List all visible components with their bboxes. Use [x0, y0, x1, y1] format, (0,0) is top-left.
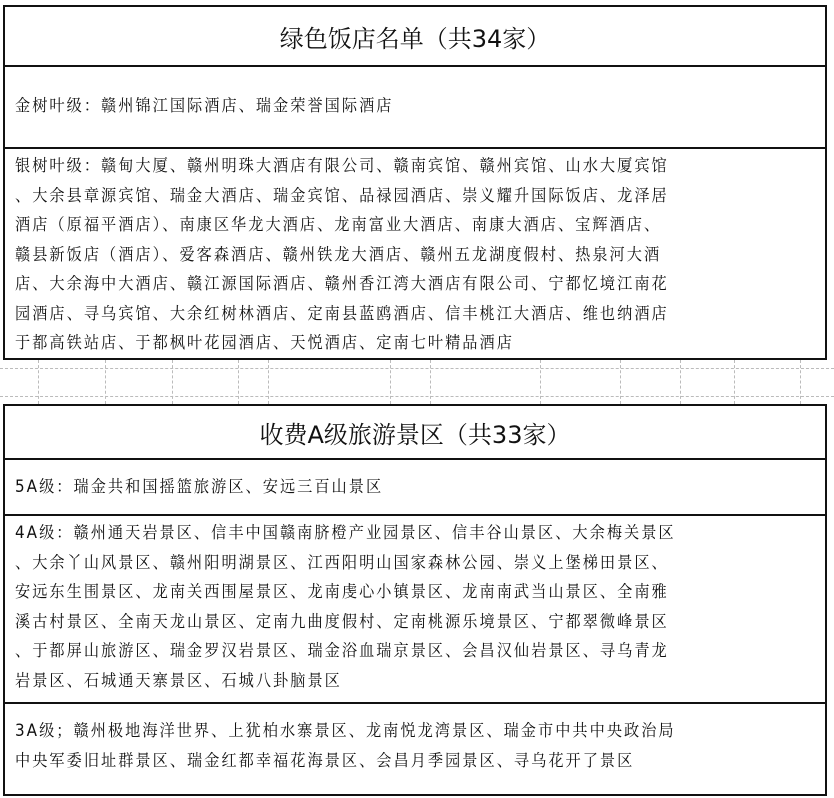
4a-line: 、大余丫山风景区、赣州阳明湖景区、江西阳明山国家森林公园、崇义上堡梯田景区、	[15, 552, 669, 572]
4a-line: 、于都屏山旅游区、瑞金罗汉岩景区、瑞金浴血瑞京景区、会昌汉仙岩景区、寻乌青龙	[15, 641, 669, 660]
4a-line: 4A级：赣州通天岩景区、信丰中国赣南脐橙产业园景区、信丰谷山景区、大余梅关景区	[15, 523, 676, 542]
scenic-areas-table	[3, 404, 827, 796]
5a-line: 5A级：瑞金共和国摇篮旅游区、安远三百山景区	[15, 477, 384, 496]
silver-line: 店、大余海中大酒店、赣江源国际酒店、赣州香江湾大酒店有限公司、宁都忆境江南花	[15, 274, 669, 293]
silver-leaf-row	[5, 147, 825, 358]
3a-row	[5, 702, 825, 775]
green-hotels-table	[3, 5, 827, 360]
silver-line: 赣县新饭店（酒店）、爱客森酒店、赣州铁龙大酒店、赣州五龙湖度假村、热泉河大酒	[15, 244, 662, 264]
silver-line: 园酒店、寻乌宾馆、大余红树林酒店、定南县蓝鸥酒店、信丰桃江大酒店、维也纳酒店	[15, 303, 669, 323]
hotels-title: 绿色饭店名单（共34家）	[279, 24, 551, 53]
silver-line: 、大余县章源宾馆、瑞金大酒店、瑞金宾馆、品禄园酒店、崇义耀升国际饭店、龙泽居	[15, 185, 669, 205]
3a-line: 中央军委旧址群景区、瑞金红都幸福花海景区、会昌月季园景区、寻乌花开了景区	[15, 750, 635, 770]
gold-line: 金树叶级：赣州锦江国际酒店、瑞金荣誉国际酒店	[15, 96, 394, 115]
silver-line: 酒店（原福平酒店）、南康区华龙大酒店、龙南富业大酒店、南康大酒店、宝辉酒店、	[15, 215, 662, 234]
gold-leaf-row	[5, 65, 825, 147]
4a-line: 安远东生围景区、龙南关西围屋景区、龙南虔心小镇景区、龙南南武当山景区、全南雅	[15, 582, 669, 601]
silver-line: 银树叶级：赣甸大厦、赣州明珠大酒店有限公司、赣南宾馆、赣州宾馆、山水大厦宾馆	[15, 156, 669, 175]
5a-row	[5, 458, 825, 514]
4a-line: 岩景区、石城通天寨景区、石城八卦脑景区	[15, 670, 342, 690]
4a-line: 溪古村景区、全南天龙山景区、定南九曲度假村、定南桃源乐境景区、宁都翠微峰景区	[15, 611, 669, 631]
silver-line: 于都高铁站店、于都枫叶花园酒店、天悦酒店、定南七叶精品酒店	[15, 333, 514, 352]
4a-row	[5, 514, 825, 702]
scenic-title: 收费A级旅游景区（共33家）	[259, 420, 571, 449]
3a-line: 3A级；赣州极地海洋世界、上犹柏水寨景区、龙南悦龙湾景区、瑞金市中共中央政治局	[15, 721, 676, 740]
